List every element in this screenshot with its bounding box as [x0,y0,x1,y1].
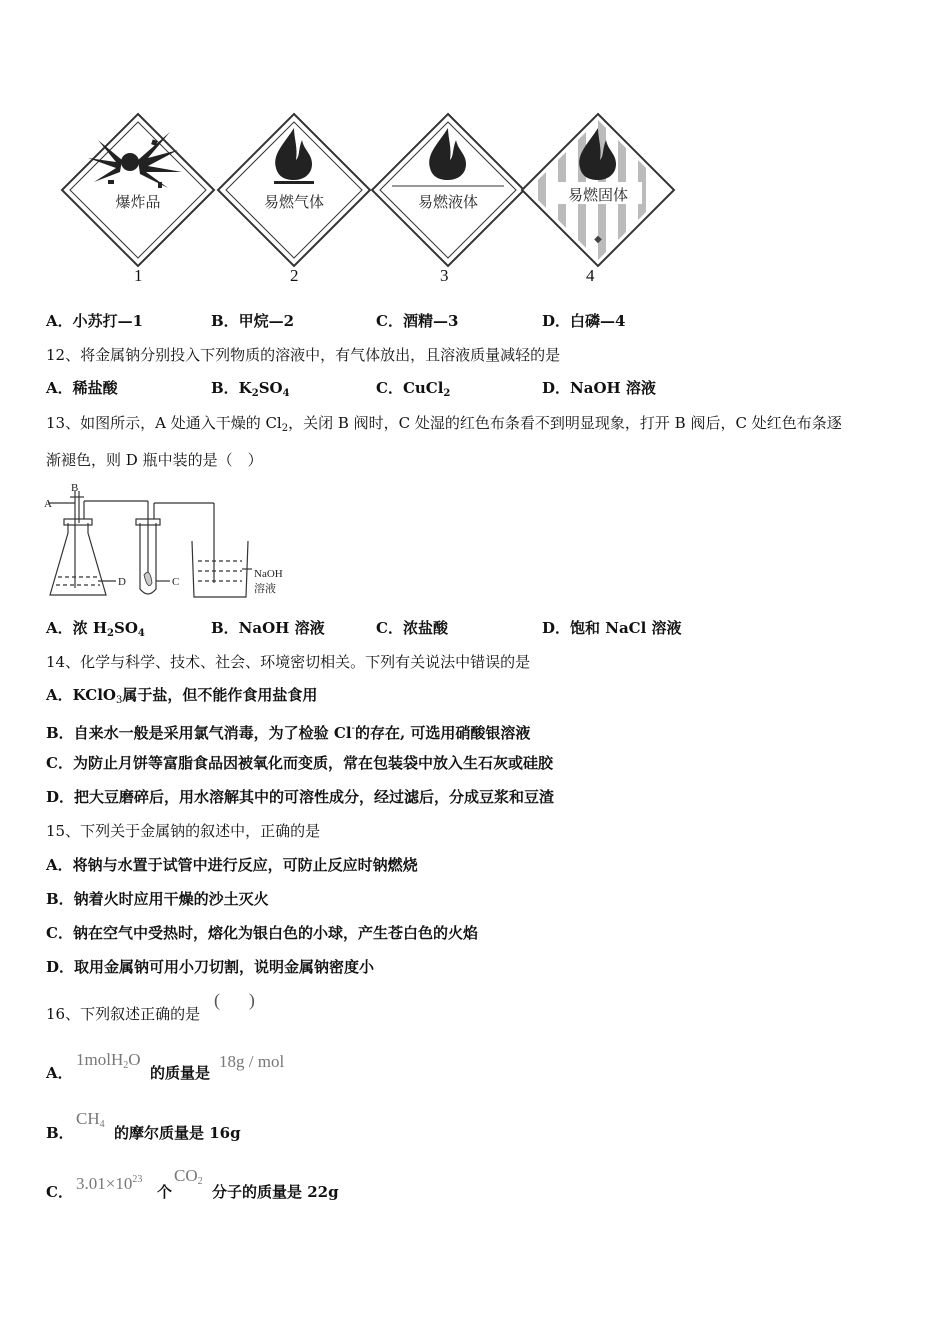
q16-option-a-formula2: 18g / mol [219,1052,285,1071]
q11-option-a: A．小苏打—1 [46,312,144,330]
q11-option-b: B．甲烷—2 [211,312,295,330]
hazard-sign-flammable-liquid [368,110,528,270]
fig-label-a: A [44,498,52,510]
q13-option-b: B．NaOH 溶液 [211,619,325,637]
fig-label-d: D [118,576,126,588]
q13-option-c: C．浓盐酸 [376,619,448,637]
q14-option-c: C．为防止月饼等富脂食品因被氧化而变质，常在包装袋中放入生石灰或硅胶 [46,754,553,772]
q13-apparatus-figure [44,483,294,608]
q13-stem-line2: 渐褪色，则 D 瓶中装的是（ ） [46,451,263,469]
hazard-sign-flammable-gas [214,110,374,270]
svg-text:◆: ◆ [594,234,602,245]
q15-option-c: C．钠在空气中受热时，熔化为银白色的小球，产生苍白色的火焰 [46,924,478,942]
hazard-number-4: 4 [586,266,595,285]
q14-stem: 14、化学与科学、技术、社会、环境密切相关。下列有关说法中错误的是 [46,653,531,671]
q11-option-c: C．酒精—3 [376,312,459,330]
hazard-sign-explosive [58,110,218,270]
q16-blank-paren: ( ) [214,990,255,1010]
hazard-label-4: 易燃固体 [567,186,629,204]
hazard-number-3: 3 [440,266,449,285]
q12-option-a: A．稀盐酸 [46,379,118,397]
q14-option-d: D．把大豆磨碎后，用水溶解其中的可溶性成分，经过滤后，分成豆浆和豆渣 [46,788,555,806]
q16-option-c-formula1: $3.01\times 10^{23}$ [76,1174,143,1193]
fig-label-c: C [172,576,180,588]
q16-option-a-text: 的质量是 [150,1064,211,1082]
q12-option-d: D．NaOH 溶液 [542,379,656,397]
q15-stem: 15、下列关于金属钠的叙述中，正确的是 [46,822,321,840]
q13-option-a: A．浓 $H_2SO_4$ [46,619,145,639]
q16-option-c-label: C． [46,1183,73,1201]
q13-option-d: D．饱和 NaCl 溶液 [542,619,682,637]
q16-stem: 16、下列叙述正确的是 [46,1005,201,1023]
q11-option-d: D．白磷—4 [542,312,626,330]
hazard-label-2: 易燃气体 [263,193,325,211]
hazard-label-1: 爆炸品 [115,193,161,211]
q16-option-b-label: B． [46,1124,74,1142]
q16-option-c-measure-word: 个 [157,1183,173,1201]
hazard-label-3: 易燃液体 [417,193,479,211]
q14-option-a: A．KClO$_3$属于盐，但不能作食用盐食用 [46,686,318,706]
q16-option-b-formula: $CH_4$ [76,1109,105,1130]
q14-option-b: B．自来水一般是采用氯气消毒，为了检验 Cl-的存在, 可选用硝酸银溶液 [46,723,531,742]
q16-option-b-text: 的摩尔质量是 16g [114,1124,241,1142]
q15-option-a: A．将钠与水置于试管中进行反应，可防止反应时钠燃烧 [46,856,418,874]
q12-option-b: B．$K_2SO_4$ [211,379,290,399]
q15-option-d: D．取用金属钠可用小刀切割，说明金属钠密度小 [46,958,375,976]
hazard-number-1: 1 [134,266,143,285]
q16-option-a-label: A． [46,1064,73,1082]
fig-label-solution: 溶液 [254,582,276,595]
fig-label-naoh: NaOH [254,568,283,580]
fig-label-b: B [71,483,79,494]
hazard-number-2: 2 [290,266,299,285]
hazard-sign-flammable-solid [518,110,678,270]
q16-option-c-text: 分子的质量是 22g [212,1183,339,1201]
q12-stem: 12、将金属钠分别投入下列物质的溶液中，有气体放出，且溶液质量减轻的是 [46,346,561,364]
q16-option-a-formula1: 1molH$_2$O [76,1050,141,1071]
q12-option-c: C．CuCl$_2$ [376,379,451,399]
q16-option-c-formula2: $CO_2$ [174,1166,203,1187]
q13-stem-line1: 13、如图所示，A 处通入干燥的 $Cl_2$，关闭 B 阀时，C 处湿的红色布条看不到明显现象，打开 B 阀后，C 处红色布条逐 [46,414,842,434]
q15-option-b: B．钠着火时应用干燥的沙土灭火 [46,890,269,908]
